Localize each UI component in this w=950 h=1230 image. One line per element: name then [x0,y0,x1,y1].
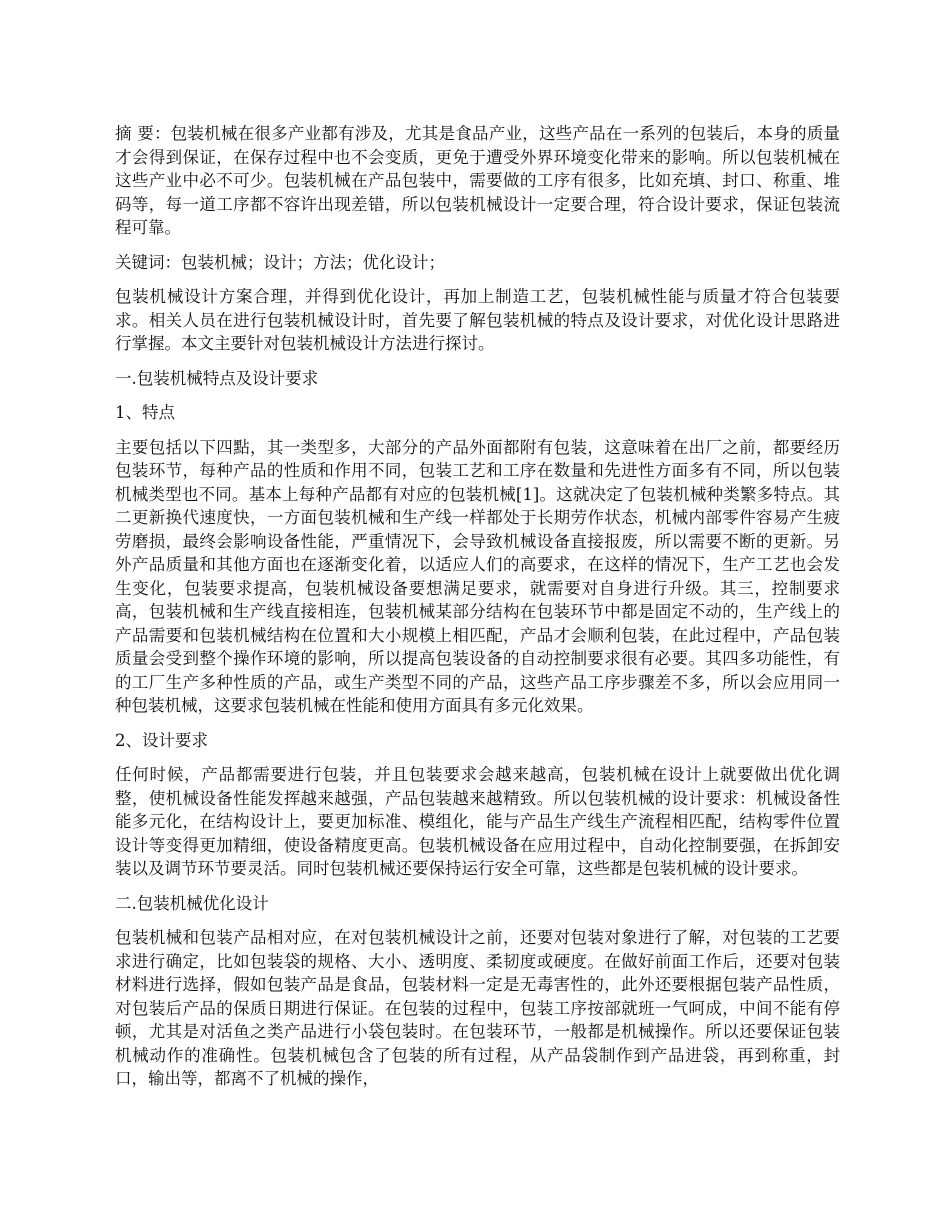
subsection-heading-requirements: 2、设计要求 [115,730,208,750]
optimization-paragraph: 包装机械和包装产品相对应，在对包装机械设计之前，还要对包装对象进行了解，对包装的工艺要求进行确定，比如包装袋的规格、大小、透明度、柔韧度或硬度。在做好前面工作后，还要对包装材料进行选择，假如包装产品是食品，包装材料一定是无毒害性的，此外还要根据包装产品性质，对包装后产品的保质日期进行保证。在包装的过程中，包装工序按部就班一气呵成，中间不能有停顿，尤其是对活鱼之类产品进行小袋包装时。在包装环节，一般都是机械操作。所以还要保证包装机械动作的准确性。包装机械包含了包装的所有过程，从产品袋制作到产品进袋，再到称重，封口，输出等，都离不了机械的操作， [115,928,840,1088]
keywords-line: 关键词：包装机械；设计；方法；优化设计； [115,252,445,272]
document-page [115,122,840,1102]
requirements-paragraph: 任何时候，产品都需要进行包装，并且包装要求会越来越高，包装机械在设计上就要做出优化调整，使机械设备性能发挥越来越强，产品包装越来越精致。所以包装机械的设计要求：机械设备性能多元化，在结构设计上，要更加标准、模组化，能与产品生产线生产流程相匹配，结构零件位置设计等变得更加精细，使设备精度更高。包装机械设备在应用过程中，自动化控制要强，在拆卸安装以及调节环节要灵活。同时包装机械还要保持运行安全可靠，这些都是包装机械的设计要求。 [115,765,840,878]
section-heading-2: 二.包装机械优化设计 [115,893,269,913]
intro-paragraph: 包装机械设计方案合理，并得到优化设计，再加上制造工艺，包装机械性能与质量才符合包装要求。相关人员在进行包装机械设计时，首先要了解包装机械的特点及设计要求，对优化设计思路进行掌握。本文主要针对包装机械设计方法进行探讨。 [115,287,840,353]
abstract-paragraph: 摘 要：包装机械在很多产业都有涉及，尤其是食品产业，这些产品在一系列的包装后，本身的质量才会得到保证，在保存过程中也不会变质，更免于遭受外界环境变化带来的影响。所以包装机械在这些产业中必不可少。包装机械在产品包装中，需要做的工序有很多，比如充填、封口、称重、堆码等，每一道工序都不容许出现差错，所以包装机械设计一定要合理，符合设计要求，保证包装流程可靠。 [115,124,840,237]
section-heading-1: 一.包装机械特点及设计要求 [115,368,319,388]
subsection-heading-features: 1、特点 [115,403,175,422]
features-paragraph: 主要包括以下四點，其一类型多，大部分的产品外面都附有包装，这意味着在出厂之前，都要经历包装环节，每种产品的性质和作用不同，包装工艺和工序在数量和先进性方面多有不同，所以包装机械类型也不同。基本上每种产品都有对应的包装机械[1]。这就决定了包装机械种类繁多特点。其二更新换代速度快，一方面包装机械和生产线一样都处于长期劳作状态，机械内部零件容易产生疲劳磨损，最终会影响设备性能，严重情况下，会导致机械设备直接报废，所以需要不断的更新。另外产品质量和其他方面也在逐渐变化着，以适应人们的高要求，在这样的情况下，生产工艺也会发生变化，包装要求提高，包装机械设备要想满足要求，就需要对自身进行升级。其三，控制要求高，包装机械和生产线直接相连，包装机械某部分结构在包装环节中都是固定不动的，生产线上的产品需要和包装机械结构在位置和大小规模上相匹配，产品才会顺利包装，在此过程中，产品包装质量会受到整个操作环境的影响，所以提高包装设备的自动控制要求很有必要。其四多功能性，有的工厂生产多种性质的产品，或生产类型不同的产品，这些产品工序步骤差不多，所以会应用同一种包装机械，这要求包装机械在性能和使用方面具有多元化效果。 [115,437,840,715]
